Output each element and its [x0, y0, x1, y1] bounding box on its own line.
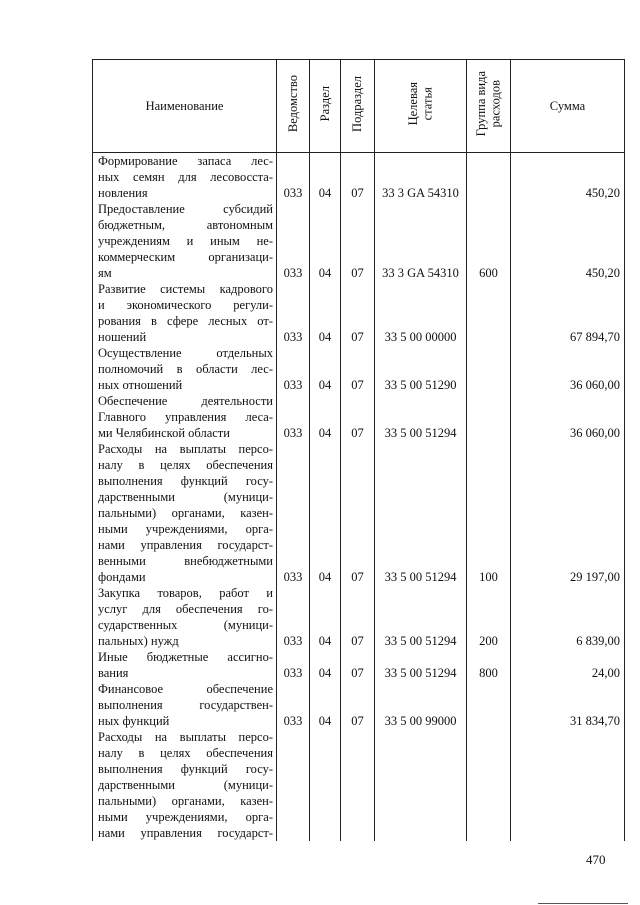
name-line: коммерческим организаци-	[98, 250, 273, 264]
header-podrazdel: Подраздел	[341, 60, 375, 153]
cell-podrazdel	[341, 729, 375, 841]
name-line: полномочий в области лес-	[98, 362, 273, 376]
cell-summa	[511, 729, 625, 841]
cell-podrazdel: 07	[341, 201, 375, 281]
name-line: ми Челябинской области	[98, 426, 230, 440]
name-line: дарственными (муници-	[98, 490, 273, 504]
name-line: вания	[98, 666, 129, 680]
cell-summa: 6 839,00	[511, 585, 625, 649]
cell-gruppa: 200	[467, 585, 511, 649]
cell-gruppa	[467, 345, 511, 393]
cell-razdel	[310, 729, 341, 841]
cell-razdel: 04	[310, 201, 341, 281]
table-row	[93, 201, 625, 281]
cell-tselevaya: 33 5 00 51294	[375, 649, 467, 681]
cell-vedomstvo: 033	[277, 281, 310, 345]
name-line: новления	[98, 186, 148, 200]
cell-podrazdel: 07	[341, 281, 375, 345]
cell-tselevaya: 33 5 00 99000	[375, 681, 467, 729]
cell-tselevaya: 33 5 00 51294	[375, 393, 467, 441]
cell-vedomstvo: 033	[277, 585, 310, 649]
name-line: пальными) органами, казен-	[98, 506, 273, 520]
cell-tselevaya	[375, 729, 467, 841]
table-row	[93, 281, 625, 345]
table-row	[93, 585, 625, 649]
cell-gruppa: 100	[467, 441, 511, 585]
name-line: сударственных (муници-	[98, 618, 273, 632]
cell-podrazdel: 07	[341, 345, 375, 393]
name-line: учреждениям и иным не-	[98, 234, 273, 248]
name-line: налу в целях обеспечения	[98, 746, 273, 760]
header-vedomstvo: Ведомство	[277, 60, 310, 153]
cell-podrazdel: 07	[341, 585, 375, 649]
name-line: нами управления государст-	[98, 538, 273, 552]
name-line: фондами	[98, 570, 146, 584]
cell-vedomstvo	[277, 729, 310, 841]
table-row	[93, 345, 625, 393]
cell-summa: 31 834,70	[511, 681, 625, 729]
header-razdel: Раздел	[310, 60, 341, 153]
cell-razdel: 04	[310, 345, 341, 393]
cell-gruppa: 800	[467, 649, 511, 681]
table-row	[93, 441, 625, 585]
name-line: ям	[98, 266, 112, 280]
row-name	[93, 649, 277, 681]
cell-podrazdel: 07	[341, 393, 375, 441]
row-name	[93, 681, 277, 729]
name-line: Предоставление субсидий	[98, 202, 273, 216]
table-row	[93, 649, 625, 681]
cell-summa: 450,20	[511, 201, 625, 281]
cell-razdel: 04	[310, 585, 341, 649]
cell-podrazdel: 07	[341, 681, 375, 729]
cell-gruppa	[467, 393, 511, 441]
header-summa: Сумма	[511, 60, 625, 153]
table-row	[93, 393, 625, 441]
header-gruppa: Группа вида расходов	[467, 60, 511, 153]
row-name	[93, 345, 277, 393]
name-line: Расходы на выплаты персо-	[98, 442, 273, 456]
cell-gruppa	[467, 681, 511, 729]
row-name	[93, 153, 277, 202]
cell-razdel: 04	[310, 681, 341, 729]
cell-summa: 36 060,00	[511, 345, 625, 393]
name-line: дарственными (муници-	[98, 778, 273, 792]
name-line: налу в целях обеспечения	[98, 458, 273, 472]
name-line: рования в сфере лесных от-	[98, 314, 273, 328]
cell-gruppa	[467, 153, 511, 202]
name-line: бюджетным, автономным	[98, 218, 273, 232]
name-line: выполнения функций госу-	[98, 762, 273, 776]
cell-gruppa	[467, 281, 511, 345]
name-line: Обеспечение деятельности	[98, 394, 273, 408]
row-name	[93, 585, 277, 649]
cell-summa: 24,00	[511, 649, 625, 681]
cell-razdel: 04	[310, 649, 341, 681]
name-line: ных семян для лесовосста-	[98, 170, 273, 184]
budget-table	[92, 59, 625, 841]
name-line: Формирование запаса лес-	[98, 154, 273, 168]
cell-tselevaya: 33 5 00 51290	[375, 345, 467, 393]
cell-summa: 67 894,70	[511, 281, 625, 345]
footer-rule	[538, 903, 628, 904]
cell-vedomstvo: 033	[277, 649, 310, 681]
name-line: пальными) органами, казен-	[98, 794, 273, 808]
cell-gruppa	[467, 729, 511, 841]
cell-tselevaya: 33 5 00 51294	[375, 585, 467, 649]
name-line: ных отношений	[98, 378, 183, 392]
cell-razdel: 04	[310, 281, 341, 345]
name-line: Иные бюджетные ассигно-	[98, 650, 273, 664]
name-line: услуг для обеспечения го-	[98, 602, 273, 616]
row-name	[93, 729, 277, 841]
row-name	[93, 281, 277, 345]
name-line: Осуществление отдельных	[98, 346, 273, 360]
header-name: Наименование	[93, 60, 277, 153]
name-line: венными внебюджетными	[98, 554, 273, 568]
name-line: нами управления государст-	[98, 826, 273, 840]
cell-podrazdel: 07	[341, 649, 375, 681]
table-row-continued	[93, 729, 625, 841]
name-line: Расходы на выплаты персо-	[98, 730, 273, 744]
cell-vedomstvo: 033	[277, 201, 310, 281]
page-number: 470	[586, 852, 606, 867]
row-name	[93, 201, 277, 281]
table-row	[93, 153, 625, 202]
header-tselevaya: Целевая статья	[375, 60, 467, 153]
name-line: ных функций	[98, 714, 170, 728]
name-line: Закупка товаров, работ и	[98, 586, 273, 600]
cell-razdel: 04	[310, 153, 341, 202]
cell-summa: 450,20	[511, 153, 625, 202]
cell-vedomstvo: 033	[277, 345, 310, 393]
table-header-row	[93, 60, 625, 153]
cell-summa: 36 060,00	[511, 393, 625, 441]
name-line: выполнения государствен-	[98, 698, 273, 712]
name-line: Главного управления леса-	[98, 410, 273, 424]
name-line: Развитие системы кадрового	[98, 282, 273, 296]
cell-summa: 29 197,00	[511, 441, 625, 585]
name-line: ношений	[98, 330, 147, 344]
cell-tselevaya: 33 5 00 00000	[375, 281, 467, 345]
cell-razdel: 04	[310, 441, 341, 585]
table-row	[93, 681, 625, 729]
cell-vedomstvo: 033	[277, 441, 310, 585]
cell-podrazdel: 07	[341, 441, 375, 585]
cell-vedomstvo: 033	[277, 393, 310, 441]
row-name	[93, 393, 277, 441]
row-name	[93, 441, 277, 585]
name-line: пальных) нужд	[98, 634, 179, 648]
name-line: выполнения функций госу-	[98, 474, 273, 488]
name-line: и экономического регули-	[98, 298, 273, 312]
name-line: Финансовое обеспечение	[98, 682, 273, 696]
cell-vedomstvo: 033	[277, 681, 310, 729]
cell-tselevaya: 33 3 GA 54310	[375, 201, 467, 281]
cell-razdel: 04	[310, 393, 341, 441]
cell-podrazdel: 07	[341, 153, 375, 202]
cell-gruppa: 600	[467, 201, 511, 281]
name-line: ными учреждениями, орга-	[98, 810, 273, 824]
cell-tselevaya: 33 3 GA 54310	[375, 153, 467, 202]
cell-tselevaya: 33 5 00 51294	[375, 441, 467, 585]
cell-vedomstvo: 033	[277, 153, 310, 202]
name-line: ными учреждениями, орга-	[98, 522, 273, 536]
